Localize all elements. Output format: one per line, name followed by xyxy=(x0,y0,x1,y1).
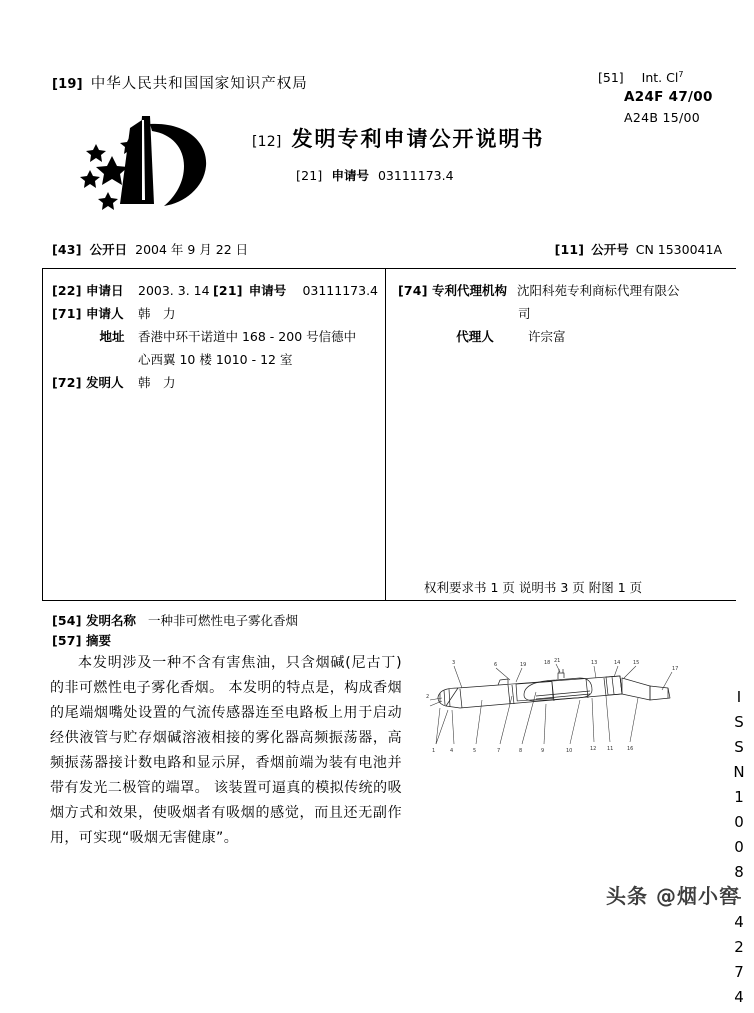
publication-date-label: 公开日 xyxy=(89,242,128,257)
intcl-edition: 7 xyxy=(678,69,684,79)
invention-title-label: 发明名称 xyxy=(86,613,137,628)
svg-text:14: 14 xyxy=(614,660,621,666)
issn-vertical: ISSN1008-4274 xyxy=(730,688,748,1013)
frame-left-rule xyxy=(42,268,43,601)
abstract-heading-row xyxy=(52,631,111,649)
svg-text:16: 16 xyxy=(627,746,634,752)
page-counts: 权利要求书 1 页 说明书 3 页 附图 1 页 xyxy=(424,580,643,595)
svg-text:10: 10 xyxy=(566,748,573,754)
frame-bottom-rule xyxy=(42,600,736,601)
svg-text:1: 1 xyxy=(432,748,436,754)
publication-number-label: 公开号 xyxy=(591,242,629,257)
filing-date-label: 申请日 xyxy=(86,283,124,298)
svg-text:8: 8 xyxy=(519,748,523,754)
filing-date-row xyxy=(52,281,378,299)
office-name: 中华人民共和国国家知识产权局 xyxy=(90,76,308,92)
abstract-code: [57] xyxy=(52,633,82,648)
publication-number-code: [11] xyxy=(554,242,585,257)
address-row xyxy=(52,327,378,345)
applicant-code: [71] xyxy=(52,306,82,321)
intcl-primary: A24F 47/00 xyxy=(624,89,713,106)
svg-text:17: 17 xyxy=(672,666,679,672)
svg-text:18: 18 xyxy=(544,660,551,666)
agency-name-line-2: 司 xyxy=(518,306,531,321)
electronic-cigarette-cross-section-figure xyxy=(424,648,696,760)
applicant-row xyxy=(52,304,378,322)
filing-date-code: [22] xyxy=(52,283,82,298)
filing-date-value: 2003. 3. 14 xyxy=(138,283,210,298)
bibliographic-left-column xyxy=(52,281,378,396)
svg-text:9: 9 xyxy=(541,748,545,754)
application-number-line xyxy=(296,166,454,184)
svg-text:19: 19 xyxy=(520,662,527,668)
applicant-label: 申请人 xyxy=(86,306,124,321)
document-title: 发明专利申请公开说明书 xyxy=(291,127,545,151)
bib-appno-value: 03111173.4 xyxy=(302,283,379,298)
application-number-code: [21] xyxy=(296,168,323,183)
agent-row xyxy=(398,327,728,345)
svg-text:4: 4 xyxy=(450,748,454,754)
international-classification xyxy=(598,68,713,128)
address-line-1: 香港中环干诺道中 168 - 200 号信德中 xyxy=(138,329,357,344)
svg-text:11: 11 xyxy=(607,746,614,752)
publication-date-code: [43] xyxy=(52,242,82,257)
agency-row xyxy=(398,281,728,299)
invention-title-value: 一种非可燃性电子雾化香烟 xyxy=(148,613,299,628)
svg-text:2: 2 xyxy=(426,694,430,700)
frame-top-rule xyxy=(42,268,736,269)
bibliographic-right-column xyxy=(398,281,728,345)
svg-text:7: 7 xyxy=(497,748,501,754)
document-code: [12] xyxy=(252,134,282,150)
applicant-value: 韩 力 xyxy=(138,306,176,321)
bib-appno-code: [21] xyxy=(213,283,243,298)
svg-text:12: 12 xyxy=(590,746,597,752)
agent-value: 许宗富 xyxy=(528,329,566,344)
document-title-line xyxy=(252,123,545,153)
svg-text:13: 13 xyxy=(591,660,598,666)
svg-text:15: 15 xyxy=(633,660,640,666)
application-number-label: 申请号 xyxy=(331,168,369,183)
intcl-code: [51] xyxy=(598,70,624,85)
svg-text:21: 21 xyxy=(554,658,561,664)
publication-date-line xyxy=(52,240,248,258)
bib-appno-label: 申请号 xyxy=(248,283,287,298)
application-number-value: 03111173.4 xyxy=(377,168,454,183)
inventor-value: 韩 力 xyxy=(138,375,176,390)
intcl-secondary: A24B 15/00 xyxy=(624,110,701,126)
invention-title-row xyxy=(52,611,298,629)
publication-date-value: 2004 年 9 月 22 日 xyxy=(135,242,249,257)
intcl-header-line xyxy=(598,68,713,87)
sipo-emblem xyxy=(72,108,214,220)
invention-title-code: [54] xyxy=(52,613,82,628)
frame-middle-divider xyxy=(385,268,386,601)
agency-label: 专利代理机构 xyxy=(432,283,508,298)
address-line-2: 心西翼 10 楼 1010 - 12 室 xyxy=(138,352,293,367)
agent-label: 代理人 xyxy=(456,329,494,344)
watermark: 头条 @烟小窖 xyxy=(606,884,740,908)
agency-code: [74] xyxy=(398,283,428,298)
publication-number-line xyxy=(555,240,722,258)
intcl-label: Int. Cl xyxy=(641,70,679,85)
inventor-row xyxy=(52,373,378,391)
office-line xyxy=(52,72,308,93)
abstract-label: 摘要 xyxy=(86,633,112,648)
agency-name-line-1: 沈阳科苑专利商标代理有限公 xyxy=(517,283,680,298)
svg-text:3: 3 xyxy=(452,660,456,666)
office-code: [19] xyxy=(52,77,83,92)
inventor-label: 发明人 xyxy=(86,375,124,390)
svg-text:5: 5 xyxy=(473,748,477,754)
svg-text:6: 6 xyxy=(494,662,498,668)
publication-number-value: CN 1530041A xyxy=(635,242,722,257)
address-label: 地址 xyxy=(99,329,125,344)
inventor-code: [72] xyxy=(52,375,82,390)
abstract-text: 本发明涉及一种不含有害焦油，只含烟碱(尼古丁)的非可燃性电子雾化香烟。 本发明的特点是，构成香烟的尾端烟嘴处设置的气流传感器连至电路板上用于启动经供液管与贮存烟碱溶液相接的雾化器高频振荡器，高频振荡器接计数电路和显示屏，香烟前端为装有电池并带有发光二极管的端罩。 该装置可逼真的模拟传统的吸烟方式和效果，使吸烟者有吸烟的感觉，而且还无副作用，可实现“吸烟无害健康”。 xyxy=(50,655,402,846)
